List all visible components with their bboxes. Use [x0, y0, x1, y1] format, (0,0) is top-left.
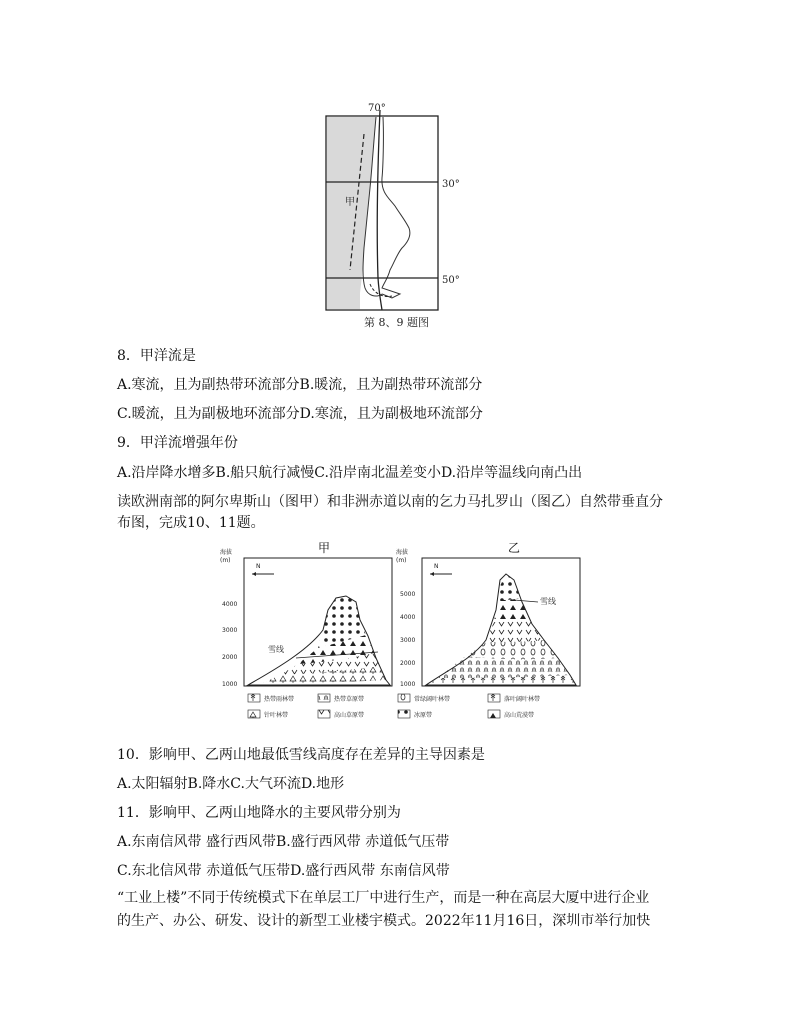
right-meadow-zone: [486, 620, 544, 642]
passage-line-2: 的生产、办公、研发、设计的新型工业楼宇模式。2022年11月16日，深圳市举行加快: [117, 913, 651, 929]
right-north-arrowhead: [430, 572, 434, 576]
right-snowline-label: 雪线: [540, 597, 556, 606]
legend-swatch: [398, 694, 410, 702]
legend-label: 高山荒漠带: [504, 712, 535, 719]
q10-options: A.太阳辐射B.降水C.大气环流D.地形: [117, 776, 345, 792]
left-snowline-label: 雪线: [268, 645, 284, 654]
left-tick: 2000: [222, 654, 238, 661]
legend: [248, 694, 540, 719]
left-title: 甲: [318, 541, 331, 555]
legend-label: 热带雨林带: [264, 696, 295, 703]
right-axis-unit: (m): [396, 557, 407, 564]
left-axis-unit: (m): [220, 557, 231, 564]
right-axis-label: 海拔: [396, 549, 409, 556]
intro-line-2: 布图，完成10、11题。: [117, 515, 265, 531]
q11-stem: 11．影响甲、乙两山地降水的主要风带分别为: [117, 805, 401, 821]
right-tick: 4000: [400, 614, 416, 621]
q8-options-1: A.寒流，且为副热带环流部分B.暖流，且为副热带环流部分: [117, 377, 483, 393]
left-north-arrowhead: [252, 572, 256, 576]
right-north-label: N: [434, 563, 439, 570]
legend-swatch: [248, 694, 260, 702]
legend-label: 高山草原带: [334, 712, 365, 719]
lat-label-50: 50°: [442, 275, 460, 286]
left-north-label: N: [256, 563, 261, 570]
lon-label: 70°: [368, 103, 386, 114]
q11-options-2: C.东北信风带 赤道低气压带D.盛行西风带 东南信风带: [117, 863, 450, 879]
legend-label: 常绿阔叶林带: [414, 696, 451, 703]
passage-line-1: “工业上楼”不同于传统模式下在单层工厂中进行生产，而是一种在高层大厦中进行企业: [117, 890, 650, 906]
right-tick: 3000: [400, 637, 416, 644]
legend-label: 落叶阔叶林带: [504, 696, 541, 703]
right-title: 乙: [508, 541, 521, 555]
current-label: 甲: [345, 197, 355, 208]
q11-options-1: A.东南信风带 盛行西风带B.盛行西风带 赤道低气压带: [117, 834, 450, 850]
right-tick: 2000: [400, 660, 416, 667]
left-axis-label: 海拔: [220, 549, 233, 556]
lat-label-30: 30°: [442, 179, 460, 190]
figure1-caption: 第 8、9 题图: [364, 316, 429, 329]
right-evergreen-zone: [466, 640, 558, 659]
south-america-map: [310, 98, 470, 334]
left-tick: 3000: [222, 627, 238, 634]
mountain-zones-figure: [218, 540, 588, 736]
right-tick: 1000: [400, 681, 416, 688]
legend-swatch: [318, 710, 330, 718]
legend-swatch: [248, 710, 260, 718]
legend-swatch: [488, 710, 500, 718]
legend-swatch: [318, 694, 330, 702]
legend-label: 热带草原带: [334, 696, 365, 703]
q8-stem: 8．甲洋流是: [117, 348, 196, 364]
legend-label: 冰原带: [414, 712, 433, 719]
q10-stem: 10．影响甲、乙两山地最低雪线高度存在差异的主导因素是: [117, 747, 485, 763]
right-savanna-zone: [438, 656, 570, 678]
left-tick: 4000: [222, 601, 238, 608]
legend-swatch: [488, 694, 500, 702]
legend-label: 针叶林带: [264, 712, 289, 719]
intro-line-1: 读欧洲南部的阿尔卑斯山（图甲）和非洲赤道以南的乞力马扎罗山（图乙）自然带垂直分: [117, 494, 663, 510]
right-tick: 5000: [400, 591, 416, 598]
q8-options-2: C.暖流，且为副极地环流部分D.寒流，且为副极地环流部分: [117, 406, 483, 422]
right-desert-zone: [494, 598, 530, 622]
left-tick: 1000: [222, 681, 238, 688]
q9-stem: 9．甲洋流增强年份: [117, 435, 238, 451]
q9-options: A.沿岸降水增多B.船只航行减慢C.沿岸南北温差变小D.沿岸等温线向南凸出: [117, 465, 583, 481]
legend-swatch: [398, 710, 410, 718]
